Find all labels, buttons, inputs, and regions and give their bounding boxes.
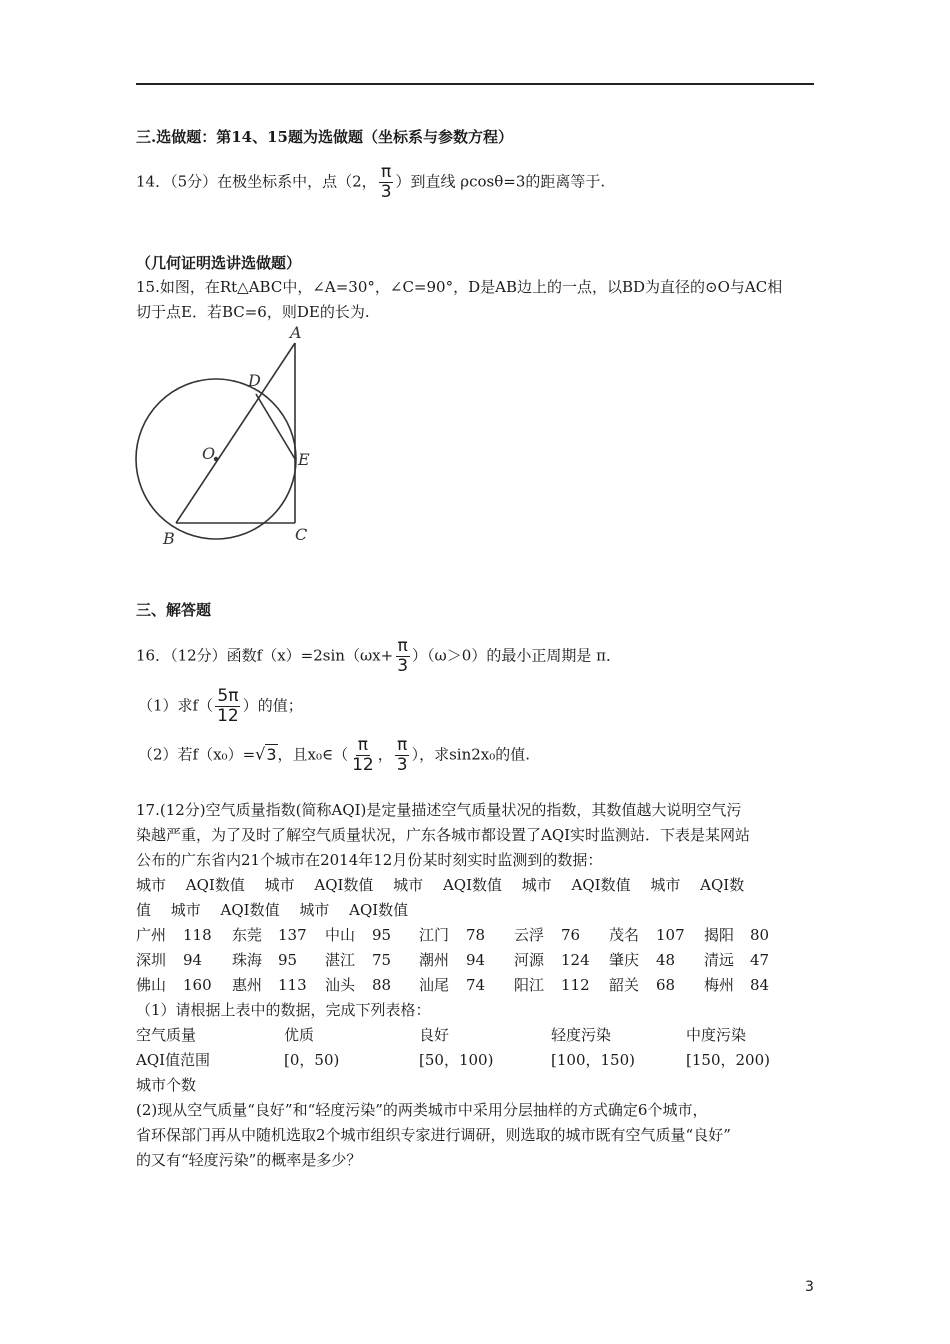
- q16-sub2-text-c: ），求sin2x₀的值.: [411, 745, 531, 764]
- aqi-cell: 113: [278, 976, 307, 994]
- aqi-cell: 阳江: [514, 976, 545, 994]
- q16-frac-num: π: [397, 636, 408, 656]
- aqi-cell: 80: [750, 926, 770, 944]
- aqi-cell: 78: [466, 926, 486, 944]
- segment-ab: [176, 343, 295, 523]
- q14-frac-den: 3: [380, 182, 392, 202]
- aqi-cell: 云浮: [514, 926, 545, 944]
- class-cell: [0，50): [284, 1051, 340, 1069]
- q14-text-part1: 14．（5分）在极坐标系中，点（2，: [136, 172, 377, 191]
- aqi-cell: 75: [372, 951, 392, 969]
- aqi-cell: 惠州: [232, 976, 263, 994]
- aqi-cell: 中山: [325, 926, 356, 944]
- q16-sub2-fraction1: [350, 736, 376, 775]
- class-cell: 城市个数: [136, 1076, 197, 1094]
- q16-sub2-text-b: ，且x₀∈（: [277, 745, 349, 764]
- aqi-cell: 74: [466, 976, 486, 994]
- aqi-cell: 94: [466, 951, 486, 969]
- class-cell: 良好: [419, 1026, 450, 1044]
- class-cell: 空气质量: [136, 1026, 197, 1044]
- label-a: A: [290, 323, 302, 342]
- class-cell: AQI值范围: [136, 1051, 211, 1069]
- sqrt-radicand: 3: [266, 744, 277, 764]
- q16-sub2-frac1-num: π: [357, 735, 369, 755]
- aqi-cell: 汕尾: [419, 976, 450, 994]
- q15-line1: 15.如图，在Rt△ABC中，∠A=30°，∠C=90°，D是AB边上的一点，以BD为直径的⊙O与AC相: [136, 278, 783, 296]
- aqi-cell: 48: [656, 951, 676, 969]
- class-cell: 中度污染: [686, 1026, 747, 1044]
- aqi-cell: 河源: [514, 951, 545, 969]
- q14-text-part2: ）到直线 ρcosθ=3的距离等于.: [395, 172, 606, 191]
- class-cell: 轻度污染: [551, 1026, 612, 1044]
- aqi-cell: 160: [183, 976, 212, 994]
- q17-line3: 公布的广东省内21个城市在2014年12月份某时刻实时监测到的数据：: [136, 851, 603, 869]
- aqi-cell: 珠海: [232, 951, 263, 969]
- q17-sub2-line1: (2)现从空气质量“良好”和“轻度污染”的两类城市中采用分层抽样的方式确定6个城市，: [136, 1101, 708, 1119]
- aqi-cell: 68: [656, 976, 676, 994]
- geometry-figure: [130, 322, 330, 547]
- class-cell: [100，150): [551, 1051, 635, 1069]
- label-b: B: [163, 529, 175, 547]
- aqi-cell: 揭阳: [704, 926, 735, 944]
- q17-line1: 17.(12分)空气质量指数(简称AQI)是定量描述空气质量状况的指数，其数值越大说明空气污: [136, 801, 742, 819]
- q16-sub2-frac2-den: 3: [396, 755, 408, 775]
- q16-sub1: [138, 687, 303, 726]
- aqi-cell: 江门: [419, 926, 450, 944]
- aqi-cell: 88: [372, 976, 392, 994]
- q15-line2: 切于点E．若BC=6，则DE的长为.: [136, 303, 370, 321]
- sqrt-symbol: √3: [255, 744, 277, 764]
- q17-sub2-line2: 省环保部门再从中随机选取2个城市组织专家进行调研，则选取的城市既有空气质量“良好”: [136, 1126, 731, 1144]
- q16-sub2: [138, 736, 530, 775]
- aqi-cell: 95: [372, 926, 392, 944]
- aqi-cell: 47: [750, 951, 770, 969]
- aqi-cell: 潮州: [419, 951, 450, 969]
- aqi-cell: 广州: [136, 926, 167, 944]
- aqi-cell: 84: [750, 976, 770, 994]
- aqi-cell: 118: [183, 926, 212, 944]
- section-3-header: 三.选做题：第14、15题为选做题（坐标系与参数方程）: [136, 128, 513, 146]
- aqi-cell: 107: [656, 926, 685, 944]
- aqi-cell: 76: [561, 926, 581, 944]
- aqi-cell: 茂名: [609, 926, 640, 944]
- aqi-cell: 湛江: [325, 951, 356, 969]
- aqi-cell: 佛山: [136, 976, 167, 994]
- page-number: 3: [805, 1279, 814, 1295]
- aqi-cell: 韶关: [609, 976, 640, 994]
- aqi-cell: 95: [278, 951, 298, 969]
- question-16: [136, 637, 621, 676]
- aqi-header-row2: 值 城市 AQI数值 城市 AQI数值: [136, 901, 409, 919]
- q16-sub2-fraction2: [395, 736, 410, 775]
- question-14: [136, 163, 605, 202]
- class-cell: 优质: [284, 1026, 315, 1044]
- aqi-cell: 梅州: [704, 976, 735, 994]
- q14-fraction: [379, 163, 394, 202]
- q14-frac-num: π: [380, 162, 392, 182]
- aqi-cell: 137: [278, 926, 307, 944]
- q16-sub1-text-a: （1）求f（: [138, 696, 214, 715]
- label-c: C: [295, 525, 308, 544]
- q17-line2: 染越严重，为了及时了解空气质量状况，广东各城市都设置了AQI实时监测站．下表是某网站: [136, 826, 751, 844]
- q17-sub2-line3: 的又有“轻度污染”的概率是多少？: [136, 1151, 362, 1169]
- q16-text-part2: ）（ω＞0）的最小正周期是 π．: [412, 646, 621, 665]
- q16-sub1-frac-den: 12: [217, 706, 239, 726]
- top-rule: [136, 83, 814, 85]
- q16-sub1-fraction: [215, 687, 241, 726]
- q17-sub1: （1）请根据上表中的数据，完成下列表格：: [136, 1001, 431, 1019]
- aqi-cell: 94: [183, 951, 203, 969]
- label-d: D: [248, 371, 261, 390]
- class-cell: [50，100): [419, 1051, 494, 1069]
- q16-sub2-frac2-num: π: [397, 735, 408, 755]
- geometry-header: （几何证明选讲选做题）: [136, 254, 302, 272]
- aqi-header-row1: 城市 AQI数值 城市 AQI数值 城市 AQI数值 城市 AQI数值 城市 AQI数: [136, 876, 745, 894]
- aqi-cell: 清远: [704, 951, 735, 969]
- q16-sub2-frac1-den: 12: [352, 755, 374, 775]
- aqi-cell: 肇庆: [609, 951, 640, 969]
- aqi-cell: 深圳: [136, 951, 167, 969]
- q16-frac-den: 3: [397, 656, 409, 676]
- label-o: O: [202, 444, 216, 463]
- aqi-cell: 汕头: [325, 976, 356, 994]
- q16-fraction: [395, 637, 410, 676]
- label-e: E: [298, 450, 310, 469]
- q16-text-part1: 16．（12分）函数f（x）=2sin（ωx+: [136, 646, 394, 665]
- q16-sub1-frac-num: 5π: [217, 686, 239, 706]
- class-cell: [150，200): [686, 1051, 770, 1069]
- q16-sub1-text-b: ）的值；: [242, 696, 303, 715]
- aqi-cell: 东莞: [232, 926, 263, 944]
- answer-section-header: 三、解答题: [136, 601, 212, 619]
- q16-sub2-text-a: （2）若f（x₀）=: [138, 745, 256, 764]
- q16-sub2-comma: ，: [377, 745, 393, 764]
- aqi-cell: 124: [561, 951, 590, 969]
- aqi-cell: 112: [561, 976, 590, 994]
